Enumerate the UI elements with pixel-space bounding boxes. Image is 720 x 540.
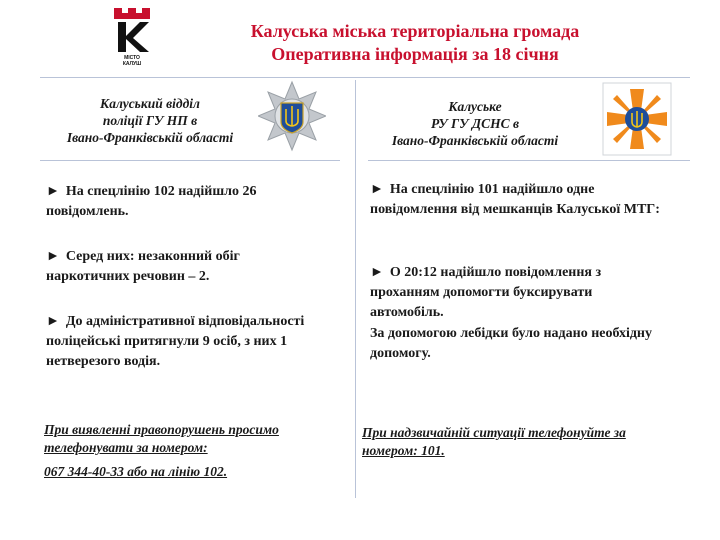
dsns-item-text: О 20:12 надійшло повідомлення з проханням допомогти буксирувати автомобіль. <box>370 265 602 320</box>
police-heading-divider <box>40 160 340 161</box>
police-contact-phone: 067 344-40-33 або на лінію 102. <box>44 464 228 479</box>
header-subtitle: Оперативна інформація за 18 січня <box>271 44 559 64</box>
dsns-item <box>370 180 670 220</box>
dsns-heading-divider <box>368 160 690 161</box>
dsns-item-text: За допомогою лебідки було надано необхідну допомогу. <box>370 326 652 361</box>
dsns-heading-line: РУ ГУ ДСНС в <box>430 116 520 131</box>
police-star-emblem-icon <box>258 80 326 152</box>
police-heading <box>40 95 260 146</box>
police-item <box>46 182 316 222</box>
bullet-icon: ► <box>46 249 60 264</box>
bullet-icon: ► <box>370 265 384 280</box>
police-heading-line: Івано-Франківській області <box>66 130 234 145</box>
emergency-service-emblem-icon <box>602 82 672 156</box>
bullet-icon: ► <box>370 182 384 197</box>
dsns-heading-line: Калуське <box>448 99 502 114</box>
dsns-item <box>370 263 660 323</box>
police-heading-line: Калуський відділ <box>100 96 200 111</box>
bullet-icon: ► <box>46 184 60 199</box>
column-divider <box>355 80 356 498</box>
dsns-heading <box>370 98 580 149</box>
police-item <box>46 247 316 287</box>
police-item-text: На спецлінію 102 надійшло 26 повідомлень. <box>46 184 257 219</box>
city-logo-icon <box>112 8 152 68</box>
header-title: Калуська міська територіальна громада <box>250 21 580 41</box>
police-heading-line: поліції ГУ НП в <box>102 113 198 128</box>
dsns-item <box>370 324 660 364</box>
logo-caption-line1: МІСТО <box>124 55 140 61</box>
dsns-item-text: На спецлінію 101 надійшло одне повідомлення від мешканців Калуської МТГ: <box>370 182 660 217</box>
police-item-text: До адміністративної відповідальності поліцейські притягнули 9 осіб, з них 1 нетверезого водія. <box>46 314 305 369</box>
logo-caption-line2: КАЛУШ <box>122 61 142 67</box>
city-logo <box>112 8 152 68</box>
header-divider <box>40 77 690 78</box>
police-item <box>46 312 346 372</box>
dsns-contact-text: При надзвичайній ситуації телефонуйте за номером: 101. <box>362 425 626 458</box>
police-contact-text: При виявленні правопорушень просимо телефонувати за номером: <box>44 422 279 455</box>
dsns-heading-line: Івано-Франківській області <box>391 133 559 148</box>
bullet-icon: ► <box>46 314 60 329</box>
police-item-text: Серед них: незаконний обіг наркотичних речовин – 2. <box>46 249 240 284</box>
